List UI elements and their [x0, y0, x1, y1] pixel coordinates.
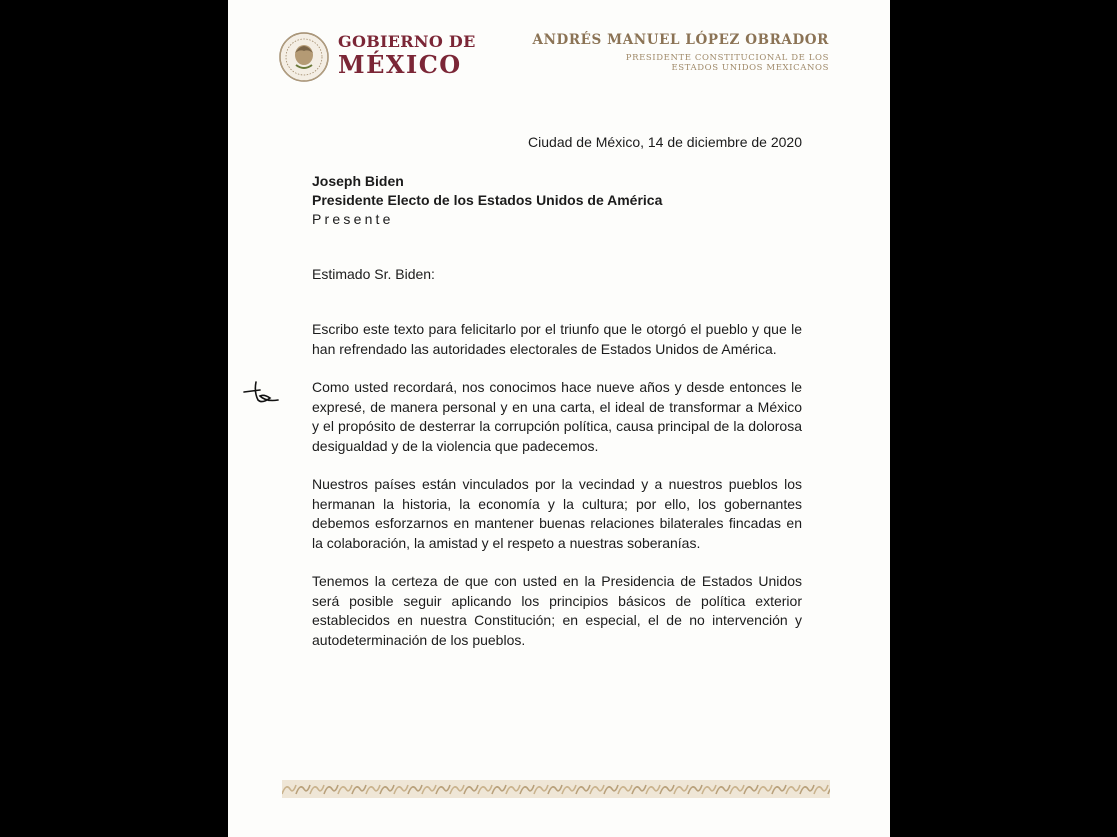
president-title [533, 53, 830, 73]
gov-line1: GOBIERNO DE [338, 32, 476, 51]
handwritten-initial-mark [240, 378, 282, 408]
mexico-coat-of-arms-icon [278, 31, 330, 83]
letter-date: Ciudad de México, 14 de diciembre de 2020 [528, 134, 802, 150]
paragraph-3: Nuestros países están vinculados por la vecindad y a nuestros pueblos los hermanan la historia, la economía y la cultura; por ello, los gobernantes debemos esforzarnos en mantener buenas relaciones bilaterales fincadas en la colaboración, la amistad y el respeto a nuestras soberanías. [312, 476, 802, 551]
salutation: Estimado Sr. Biden: [312, 266, 435, 282]
decorative-pattern-band-icon [282, 780, 830, 798]
recipient-name: Joseph Biden [312, 173, 404, 189]
president-name: ANDRÉS MANUEL LÓPEZ OBRADOR [532, 32, 829, 48]
gov-line2: MÉXICO [338, 50, 462, 79]
recipient-presente: Presente [312, 211, 394, 227]
recipient-block [312, 172, 662, 229]
president-header [533, 34, 830, 73]
paragraph-1: Escribo este texto para felicitarlo por el triunfo que le otorgó el pueblo y que le han refrendado las autoridades electorales de Estados Unidos de América. [312, 321, 802, 357]
president-title-line2: ESTADOS UNIDOS MEXICANOS [671, 62, 829, 73]
paragraph-4: Tenemos la certeza de que con usted en la Presidencia de Estados Unidos será posible seguir aplicando los principios básicos de política exterior establecidos en nuestra Constitución; en especial, el de no intervención y autodeterminación de los pueblos. [312, 573, 802, 648]
paragraph-2: Como usted recordará, nos conocimos hace nueve años y desde entonces le expresé, de manera personal y en una carta, el ideal de transformar a México y el propósito de desterrar la corrupción política, causa principal de la dolorosa desigualdad y de la violencia que padecemos. [312, 379, 802, 454]
gobierno-de-mexico-logo [338, 34, 476, 77]
president-title-line1: PRESIDENTE CONSTITUCIONAL DE LOS [625, 52, 829, 63]
recipient-title: Presidente Electo de los Estados Unidos de América [312, 192, 663, 208]
